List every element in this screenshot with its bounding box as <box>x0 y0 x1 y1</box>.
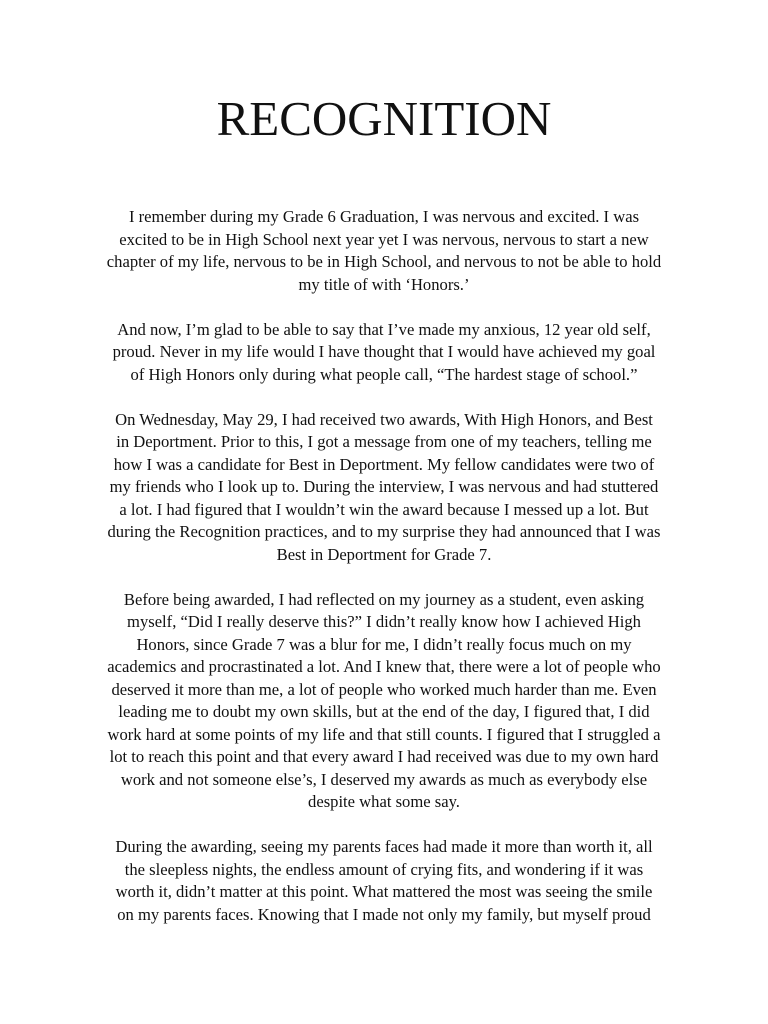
text-line: work and not someone else’s, I deserved my awards as much as everybody else <box>120 769 648 789</box>
text-line: chapter of my life, nervous to be in High School, and nervous to not be able to hold <box>106 252 662 271</box>
paragraph-5 <box>84 836 684 926</box>
document-body <box>84 206 684 949</box>
text-line: Best in Deportment for Grade 7. <box>276 544 492 564</box>
text-line: in Deportment. Prior to this, I got a message from one of my teachers, telling me <box>116 432 652 451</box>
text-line: leading me to doubt my own skills, but at the end of the day, I figured that, I did <box>118 702 650 721</box>
paragraph-3 <box>84 409 684 567</box>
paragraph-1 <box>84 206 684 296</box>
text-line: myself, “Did I really deserve this?” I didn’t really know how I achieved High <box>127 612 641 631</box>
text-line: my title of with ‘Honors.’ <box>298 274 470 294</box>
text-line: proud. Never in my life would I have thought that I would have achieved my goal <box>112 342 656 361</box>
text-line: work hard at some points of my life and that still counts. I figured that I struggled a <box>107 724 661 744</box>
text-line: the sleepless nights, the endless amount of crying fits, and wondering if it was <box>124 859 644 879</box>
text-line: during the Recognition practices, and to my surprise they had announced that I was <box>107 522 661 541</box>
text-line: how I was a candidate for Best in Deportment. My fellow candidates were two of <box>113 454 655 474</box>
text-line: And now, I’m glad to be able to say that I’ve made my anxious, 12 year old self, <box>117 319 651 339</box>
text-line: On Wednesday, May 29, I had received two awards, With High Honors, and Best <box>115 409 653 429</box>
text-line: my friends who I look up to. During the interview, I was nervous and had stuttered <box>109 477 659 496</box>
text-line: despite what some say. <box>308 792 460 811</box>
text-line: deserved it more than me, a lot of people who worked much harder than me. Even <box>111 679 657 699</box>
text-line: During the awarding, seeing my parents faces had made it more than worth it, all <box>115 837 653 856</box>
text-line: Before being awarded, I had reflected on my journey as a student, even asking <box>123 589 645 609</box>
document-title: RECOGNITION <box>216 91 552 146</box>
text-line: a lot. I had figured that I wouldn’t win the award because I messed up a lot. But <box>119 499 649 519</box>
text-line: I remember during my Grade 6 Graduation, I was nervous and excited. I was <box>128 207 640 226</box>
text-line: excited to be in High School next year yet I was nervous, nervous to start a new <box>119 229 649 249</box>
text-line: worth it, didn’t matter at this point. What mattered the most was seeing the smile <box>115 882 653 901</box>
text-line: lot to reach this point and that every award I had received was due to my own hard <box>109 747 659 766</box>
text-line: Honors, since Grade 7 was a blur for me, I didn’t really focus much on my <box>136 634 632 654</box>
text-line: of High Honors only during what people call, “The hardest stage of school.” <box>130 364 638 384</box>
paragraph-2 <box>84 319 684 387</box>
text-line: on my parents faces. Knowing that I made not only my family, but myself proud <box>117 904 651 924</box>
paragraph-4 <box>84 589 684 814</box>
text-line: academics and procrastinated a lot. And I knew that, there were a lot of people who <box>107 657 661 676</box>
